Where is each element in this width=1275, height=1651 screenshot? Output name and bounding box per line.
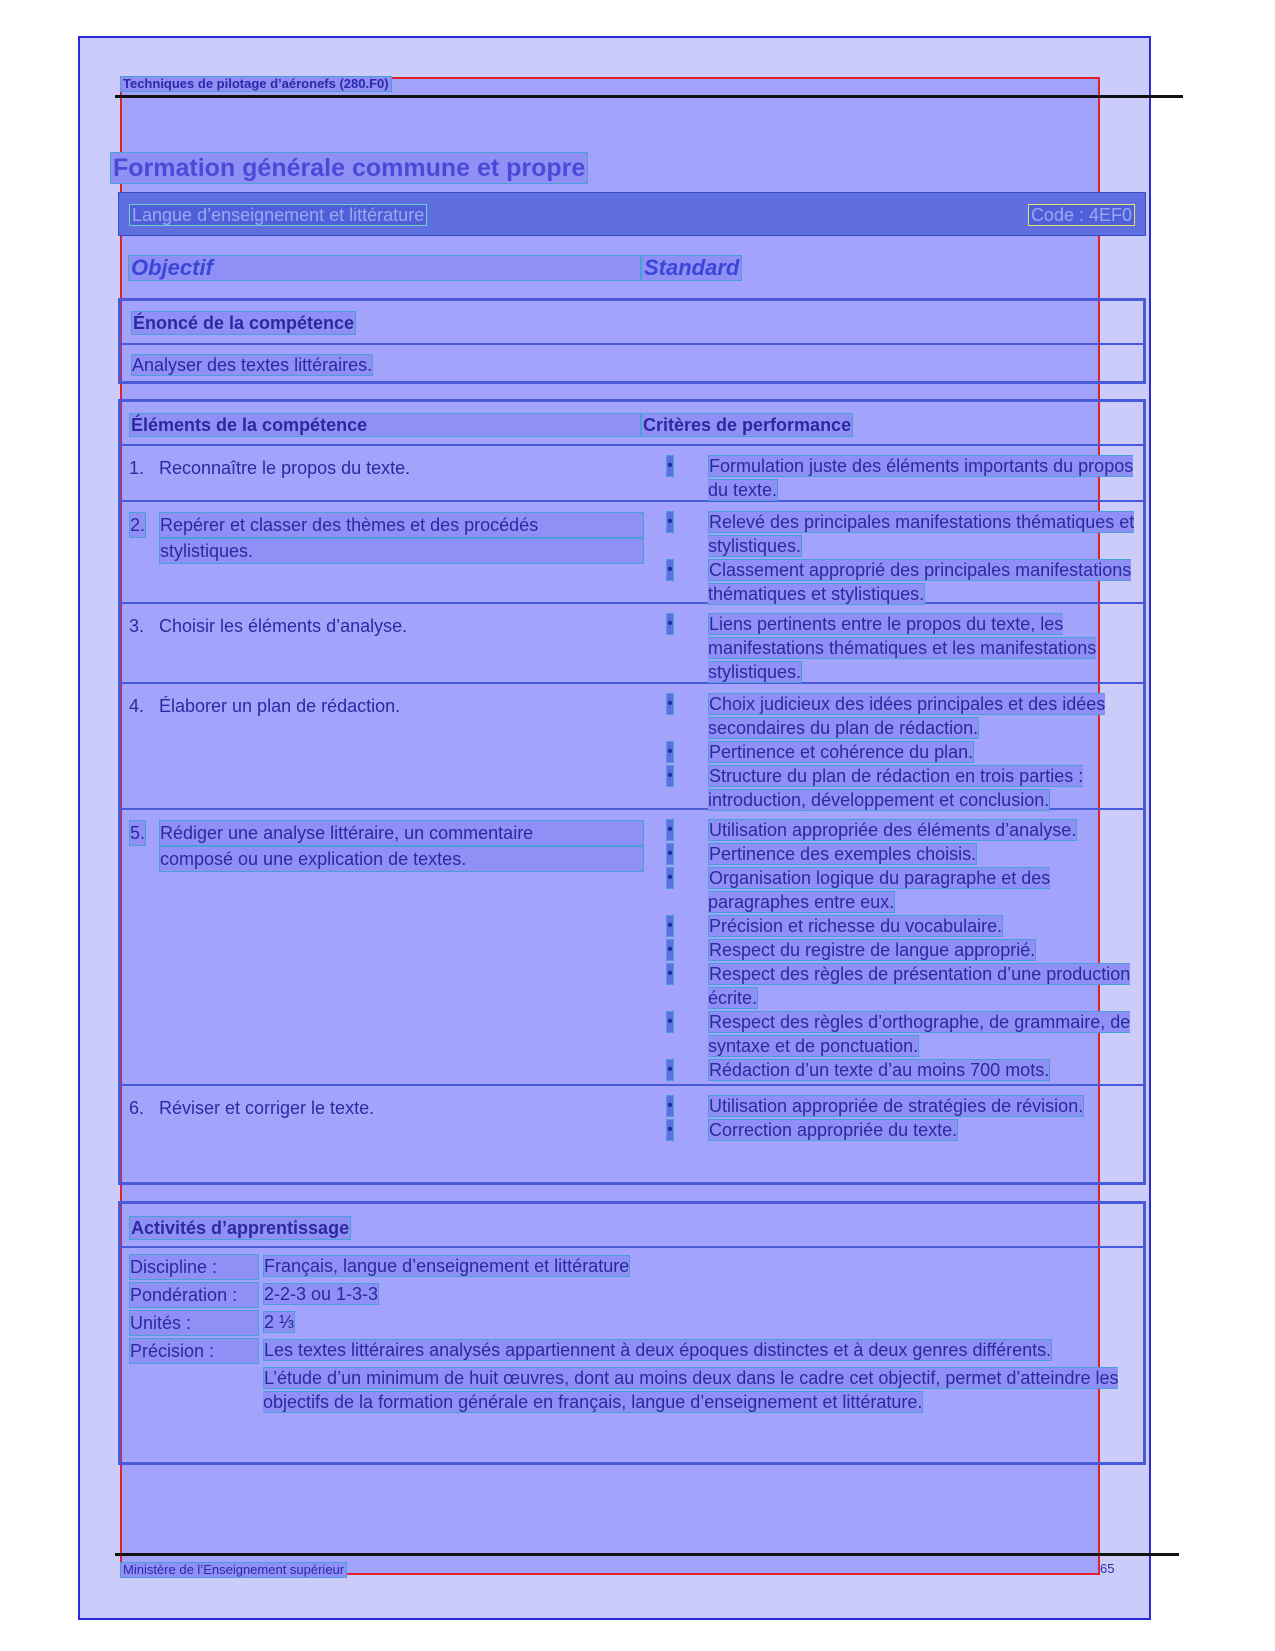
footer-text: Ministère de l’Enseignement supérieur [120,1562,347,1578]
table-row [121,810,1143,1086]
elements-col-right: Critères de performance [643,415,852,435]
bullet-icon: • [666,963,674,985]
discipline-line [129,1254,1135,1278]
precision-line [129,1338,1135,1362]
bullet-icon: • [666,559,674,581]
element-text: Élaborer un plan de rédaction. [159,696,401,716]
element-number: 5. [129,820,146,846]
element-text: Rédiger une analyse littéraire, un commentaire [159,820,644,846]
table-row [121,502,1143,604]
element-text: Repérer et classer des thèmes et des procédés [159,512,644,538]
elements-col-left: Éléments de la compétence [129,413,641,437]
element-number: 4. [129,696,145,716]
page-title: Formation générale commune et propre [110,152,588,184]
bullet-icon: • [666,867,674,889]
element-number: 1. [129,458,145,478]
precision-paragraph-2: L’étude d’un minimum de huit œuvres, dont au moins deux dans le cadre cet objectif, permet d’atteindre les objectifs de la formation générale en français, langue d’enseignement et littérature. [263,1368,1119,1412]
activites-title: Activités d’apprentissage [131,1218,350,1238]
bullet-icon: • [666,693,674,715]
bullet-icon: • [666,1095,674,1117]
enonce-title: Énoncé de la compétence [133,313,355,333]
criterion: Respect du registre de langue approprié. [709,940,1036,960]
heading-standard: Standard [641,255,742,281]
criterion: Rédaction d’un texte d’au moins 700 mots. [709,1060,1050,1080]
activites-box [118,1201,1146,1465]
ponderation-label: Pondération : [129,1282,259,1308]
course-code: Code : 4EF0 [1028,204,1135,226]
criterion: Utilisation appropriée de stratégies de révision. [709,1096,1084,1116]
element-number: 2. [129,512,146,538]
bullet-icon: • [666,613,674,635]
header-rule [115,95,1183,98]
criterion: Classement approprié des principales manifestations thématiques et stylistiques. [708,560,1132,604]
bullet-icon: • [666,1119,674,1141]
criterion: Formulation juste des éléments importants du propos du texte. [708,456,1134,500]
table-row [121,446,1143,502]
heading-objectif: Objectif [128,255,641,281]
bullet-icon: • [666,741,674,763]
table-row [121,1086,1143,1166]
elements-header [121,402,1143,446]
element-text: Reconnaître le propos du texte. [159,458,411,478]
footer-rule [115,1553,1179,1556]
table-row [121,684,1143,810]
criterion: Structure du plan de rédaction en trois parties : introduction, développement et conclusion. [708,766,1084,810]
element-number: 3. [129,616,145,636]
course-bar [118,192,1146,236]
criterion: Précision et richesse du vocabulaire. [709,916,1003,936]
criterion: Correction appropriée du texte. [709,1120,958,1140]
bullet-icon: • [666,511,674,533]
criterion: Liens pertinents entre le propos du texte, les manifestations thématiques et les manifestations stylistiques. [708,614,1097,682]
elements-table [118,399,1146,1185]
course-name: Langue d’enseignement et littérature [129,204,427,226]
bullet-icon: • [666,939,674,961]
precision-paragraph-1: Les textes littéraires analysés appartiennent à deux époques distinctes et à deux genres différents. [264,1340,1052,1360]
discipline-value: Français, langue d’enseignement et littérature [264,1256,630,1276]
unites-value: 2 ⅓ [264,1312,295,1332]
element-text: Réviser et corriger le texte. [159,1098,375,1118]
criterion: Pertinence des exemples choisis. [709,844,977,864]
table-row [121,604,1143,684]
bullet-icon: • [666,915,674,937]
element-number: 6. [129,1098,145,1118]
precision-label: Précision : [129,1338,259,1364]
criterion: Respect des règles d’orthographe, de grammaire, de syntaxe et de ponctuation. [708,1012,1131,1056]
bullet-icon: • [666,765,674,787]
criterion: Relevé des principales manifestations thématiques et stylistiques. [708,512,1135,556]
element-text: composé ou une explication de textes. [159,846,644,872]
unites-line [129,1310,1135,1334]
enonce-box [118,298,1146,384]
criterion: Choix judicieux des idées principales et des idées secondaires du plan de rédaction. [708,694,1106,738]
element-text: Choisir les éléments d’analyse. [159,616,408,636]
criterion: Respect des règles de présentation d’une production écrite. [708,964,1131,1008]
bullet-icon: • [666,843,674,865]
bullet-icon: • [666,455,674,477]
ponderation-value: 2-2-3 ou 1-3-3 [264,1284,379,1304]
ponderation-line [129,1282,1135,1306]
criterion: Pertinence et cohérence du plan. [709,742,974,762]
discipline-label: Discipline : [129,1254,259,1280]
criterion: Organisation logique du paragraphe et des paragraphes entre eux. [708,868,1051,912]
criterion: Utilisation appropriée des éléments d’analyse. [709,820,1077,840]
unites-label: Unités : [129,1310,259,1336]
enonce-text: Analyser des textes littéraires. [132,355,373,375]
bullet-icon: • [666,1011,674,1033]
bullet-icon: • [666,1059,674,1081]
precision-line-2 [129,1366,1135,1414]
element-text: stylistiques. [159,538,644,564]
bullet-icon: • [666,819,674,841]
page-number: 65 [1100,1561,1115,1576]
running-head: Techniques de pilotage d’aéronefs (280.F0) [120,76,392,92]
